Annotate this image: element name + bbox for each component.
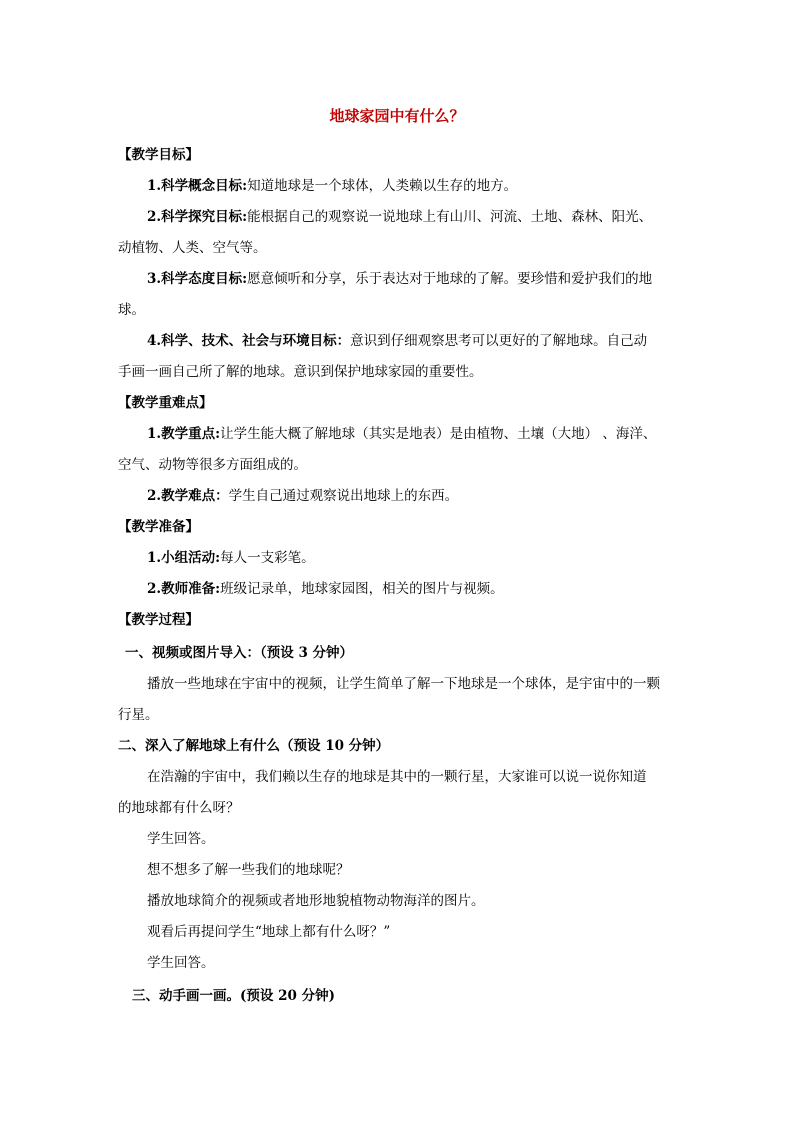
- process-step-2-continuation: 的地球都有什么呀？: [118, 800, 240, 816]
- preparation-item-2: [147, 579, 504, 599]
- preparation-2-label: 2.教师准备:: [147, 581, 221, 597]
- objective-2-continuation: 动植物、人类、空气等。: [118, 240, 267, 256]
- key-point-item-2: [147, 486, 458, 506]
- objective-3-continuation: 球。: [118, 302, 145, 318]
- objective-4-continuation: 手画一画自己所了解的地球。意识到保护地球家园的重要性。: [118, 364, 483, 380]
- process-step-3-heading: 三、动手画一画。(预设 20 分钟): [132, 988, 335, 1004]
- process-step-1-continuation: 行星。: [118, 707, 159, 723]
- process-step-2-play-video: 播放地球简介的视频或者地形地貌植物动物海洋的图片。: [147, 893, 485, 909]
- section-heading-key-points: 【教学重难点】: [118, 395, 213, 411]
- key-point-1-text: 让学生能大概了解地球（其实是地表）是由植物、土壤（大地） 、海洋、: [220, 426, 657, 442]
- key-point-item-1: [147, 424, 656, 444]
- objective-4-text: 意识到仔细观察思考可以更好的了解地球。自己动: [350, 333, 648, 349]
- process-step-2-heading: 二、深入了解地球上有什么（预设 10 分钟）: [118, 738, 390, 754]
- objective-1-text: 知道地球是一个球体，人类赖以生存的地方。: [247, 178, 518, 194]
- section-heading-preparation: 【教学准备】: [118, 519, 199, 535]
- objective-item-4: [147, 331, 647, 351]
- section-heading-process: 【教学过程】: [118, 612, 199, 628]
- process-step-1-heading: 一、视频或图片导入：（预设 3 分钟）: [125, 645, 354, 661]
- objective-1-label: 1.科学概念目标:: [147, 178, 248, 194]
- process-step-2-student-answer-1: 学生回答。: [147, 831, 215, 847]
- preparation-2-text: 班级记录单，地球家园图，相关的图片与视频。: [220, 581, 504, 597]
- section-heading-objectives: 【教学目标】: [118, 147, 199, 163]
- objective-item-2: [147, 207, 652, 227]
- objective-3-label: 3.科学态度目标:: [147, 271, 248, 287]
- key-point-2-label: 2.教学难点：: [147, 488, 229, 504]
- objective-item-1: [147, 176, 517, 196]
- key-point-1-continuation: 空气、动物等很多方面组成的。: [118, 457, 307, 473]
- preparation-1-label: 1.小组活动:: [147, 550, 221, 566]
- process-step-2-text: 在浩瀚的宇宙中，我们赖以生存的地球是其中的一颗行星，大家谁可以说一说你知道: [147, 769, 647, 785]
- objective-3-text: 愿意倾听和分享，乐于表达对于地球的了解。要珍惜和爱护我们的地: [247, 271, 653, 287]
- process-step-1-text: 播放一些地球在宇宙中的视频，让学生简单了解一下地球是一个球体，是宇宙中的一颗: [147, 676, 660, 692]
- process-step-2-question: 想不想多了解一些我们的地球呢？: [147, 862, 350, 878]
- objective-2-label: 2.科学探究目标:: [147, 209, 248, 225]
- process-step-2-follow-up: 观看后再提问学生“地球上都有什么呀？”: [147, 924, 391, 940]
- preparation-1-text: 每人一支彩笔。: [220, 550, 315, 566]
- preparation-item-1: [147, 548, 315, 568]
- key-point-1-label: 1.教学重点:: [147, 426, 221, 442]
- key-point-2-text: 学生自己通过观察说出地球上的东西。: [228, 488, 459, 504]
- document-title: 地球家园中有什么？: [329, 107, 465, 125]
- objective-2-text: 能根据自己的观察说一说地球上有山川、河流、土地、森林、阳光、: [247, 209, 653, 225]
- objective-4-label: 4.科学、技术、社会与环境目标：: [147, 333, 351, 349]
- process-step-2-student-answer-2: 学生回答。: [147, 955, 215, 971]
- objective-item-3: [147, 269, 652, 289]
